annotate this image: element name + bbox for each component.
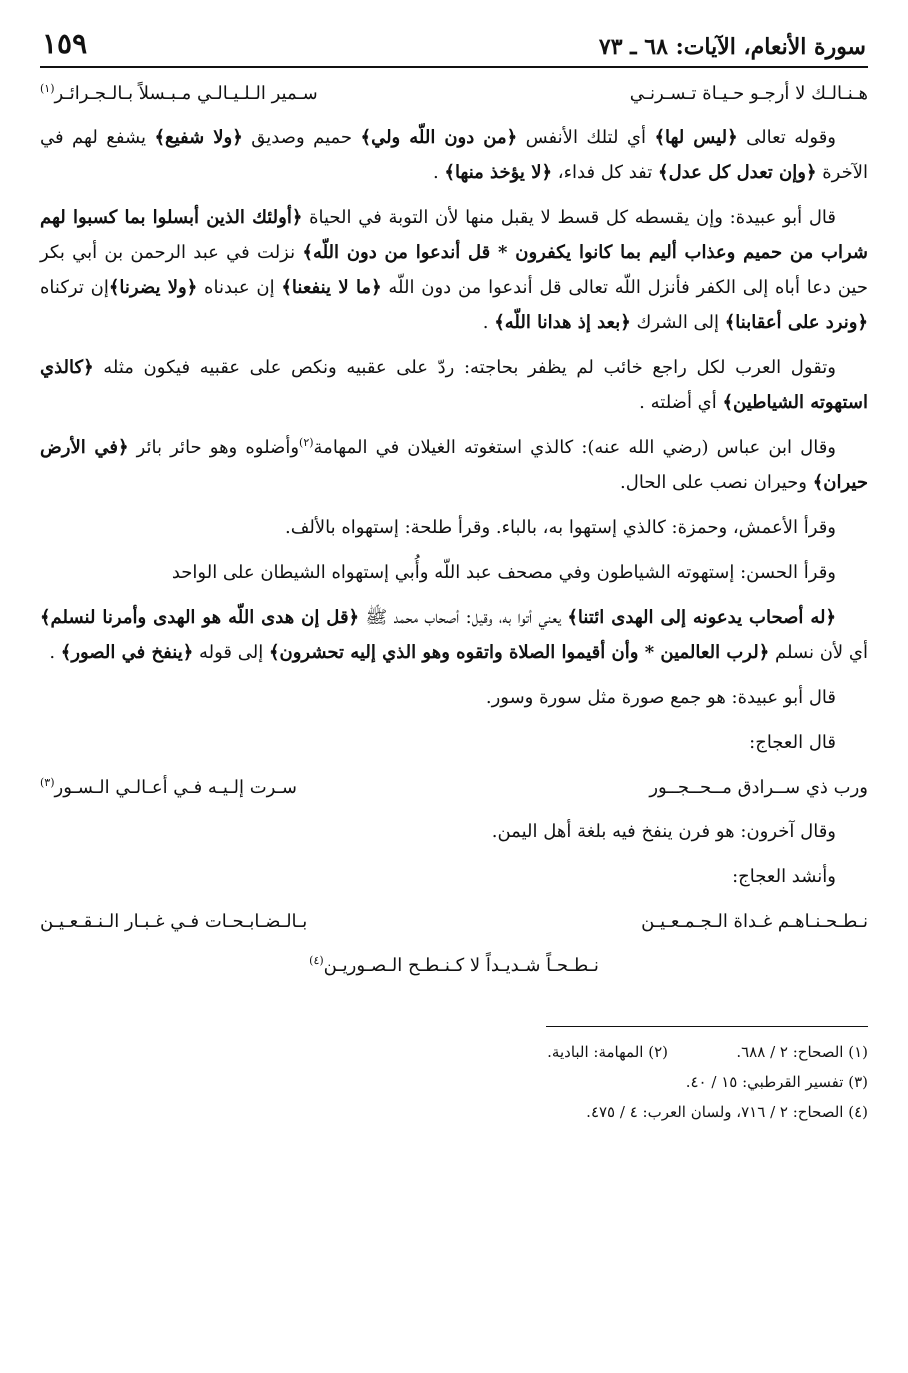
book-page (40, 24, 868, 1353)
quran-quote: ﴿وإن تعدل كل عدل﴾ (658, 162, 817, 183)
paragraph-7: ﴿له أصحاب يدعونه إلى الهدى ائتنا﴾ يعني أتوا به، وقيل: أصحاب محمد ﷺ ﴿قل إن هدى اللّه هو الهدى وأمرنا لنسلم﴾ أي لأن نسلم ﴿لرب العالمين * وأن أقيموا الصلاة واتقوه وهو الذي إليه تحشرون﴾ إلى قوله ﴿ينفخ في الصور﴾ . (40, 607, 868, 663)
quran-quote: ﴿ولا يضرنا﴾ (108, 277, 198, 298)
verse-1-second-hemistich: سـمير الـلـيـالـي مـبـسلاً بـالـجـرائـر$^{(١)}$ (40, 82, 318, 104)
verse-4-line: نـطـحـاً شـديـداً لا كـنـطـح الـصـوريـن$^{(٤)}$ (309, 954, 599, 976)
footnote-3: (٣) تفسير القرطبي: ١٥ / ٤٠. (685, 1073, 868, 1091)
quran-quote: ﴿ونرد على أعقابنا﴾ (724, 312, 868, 333)
verse-2-first-hemistich: ورب ذي ســرادق مــحــجــور (649, 777, 868, 798)
poetry-verse-2 (40, 770, 868, 806)
quran-quote: ﴿قل إن هدى اللّه هو الهدى وأمرنا لنسلم﴾ (40, 607, 360, 628)
quran-quote: ﴿في الأرض حيران﴾ (40, 437, 868, 493)
footnote-2: (٢) المهامة: البادية. (547, 1043, 668, 1061)
verse-1-first-hemistich: هـنـالـك لا أرجـو حـيـاة تـسـرنـي (629, 83, 868, 104)
verse-3-second-hemistich: بـالـضـابـحـات فـي غـبـار الـنـقـعـيـن (40, 911, 308, 932)
quran-quote: ﴿ما لا ينفعنا﴾ (281, 277, 382, 298)
quran-quote: ﴿ينفخ في الصور﴾ (60, 642, 194, 663)
poetry-verse-1 (40, 76, 868, 112)
quran-quote: ﴿ولا شفيع﴾ (154, 127, 243, 148)
page-header (40, 24, 868, 68)
quran-quote: ﴿لا يؤخذ منها﴾ (444, 162, 553, 183)
footnote-row (40, 1037, 868, 1067)
paragraph-1: وقوله تعالى ﴿ليس لها﴾ أي لتلك الأنفس ﴿من دون اللّه ولي﴾ حميم وصديق ﴿ولا شفيع﴾ يشفع لهم في الآخرة ﴿وإن تعدل كل عدل﴾ تفد كل فداء، ﴿لا يؤخذ منها﴾ . (40, 127, 868, 183)
quran-quote: ﴿أولئك الذين أبسلوا بما كسبوا لهم شراب من حميم وعذاب أليم بما كانوا يكفرون * قل أندعوا من دون اللّه﴾ (40, 207, 868, 263)
quran-quote: ﴿ليس لها﴾ (654, 127, 738, 148)
page-body (40, 76, 868, 984)
poetry-verse-4 (40, 948, 868, 984)
quran-quote: ﴿من دون اللّه ولي﴾ (360, 127, 518, 148)
paragraph-4: وقال ابن عباس (رضي الله عنه): كالذي استغوته الغيلان في المهامة$^{(٢)}$وأضلوه وهو حائر بائر ﴿في الأرض حيران﴾ وحيران نصب على الحال. (40, 436, 868, 493)
quran-quote: ﴿بعد إذ هدانا اللّه﴾ (494, 312, 631, 333)
paragraph-3: وتقول العرب لكل راجع خائب لم يظفر بحاجته: ردّ على عقبيه ونكص على عقبيه فيكون مثله ﴿كالذي استهوته الشياطين﴾ أي أضلته . (40, 357, 868, 413)
quran-quote: ﴿لرب العالمين * وأن أقيموا الصلاة واتقوه وهو الذي إليه تحشرون﴾ (268, 642, 770, 663)
paragraph-2: قال أبو عبيدة: وإن يقسطه كل قسط لا يقبل منها لأن التوبة في الحياة ﴿أولئك الذين أبسلوا بما كسبوا لهم شراب من حميم وعذاب أليم بما كانوا يكفرون * قل أندعوا من دون اللّه﴾ نزلت في عبد الرحمن بن أبي بكر حين دعا أباه إلى الكفر فأنزل اللّه تعالى قل أندعوا من دون اللّه ﴿ما لا ينفعنا﴾ إن عبدناه ﴿ولا يضرنا﴾إن تركناه ﴿ونرد على أعقابنا﴾ إلى الشرك ﴿بعد إذ هدانا اللّه﴾ . (40, 207, 868, 333)
poetry-verse-3 (40, 904, 868, 940)
paragraph-10: وقال آخرون: هو فرن ينفخ فيه بلغة أهل اليمن. (491, 821, 836, 842)
footnote-separator (546, 1026, 868, 1027)
footnote-ref-4: (٤) (309, 954, 324, 967)
verse-3-first-hemistich: نـطـحـنـاهـم غـداة الـجـمـعـيـن (641, 911, 868, 932)
quran-quote: ﴿له أصحاب يدعونه إلى الهدى ائتنا﴾ (567, 607, 836, 628)
paragraph-11: وأنشد العجاج: (732, 866, 836, 887)
paragraph-5: وقرأ الأعمش، وحمزة: كالذي إستهوا به، بالباء. وقرأ طلحة: إستهواه بالألف. (285, 517, 836, 538)
running-title: سورة الأنعام، الآيات: ٦٨ ـ ٧٣ (598, 34, 866, 60)
quran-quote: ﴿كالذي استهوته الشياطين﴾ (40, 357, 868, 413)
paragraph-6: وقرأ الحسن: إستهوته الشياطون وفي مصحف عبد اللّه وأُبي إستهواه الشيطان على الواحد (171, 562, 836, 583)
footnote-ref-2: (٢) (299, 436, 314, 449)
paragraph-9: قال العجاج: (749, 732, 836, 753)
footnote-ref-1: (١) (40, 82, 55, 95)
footnote-1: (١) الصحاح: ٢ / ٦٨٨. (736, 1043, 868, 1061)
footnotes (40, 1037, 868, 1127)
page-number: ١٥٩ (42, 27, 88, 60)
paragraph-8: قال أبو عبيدة: هو جمع صورة مثل سورة وسور. (485, 687, 836, 708)
verse-2-second-hemistich: سـرت إلـيـه فـي أعـالـي الـسـور$^{(٣)}$ (40, 776, 297, 798)
footnote-ref-3: (٣) (40, 776, 55, 789)
footnote-4: (٤) الصحاح: ٢ / ٧١٦، ولسان العرب: ٤ / ٤٧٥. (586, 1103, 868, 1121)
